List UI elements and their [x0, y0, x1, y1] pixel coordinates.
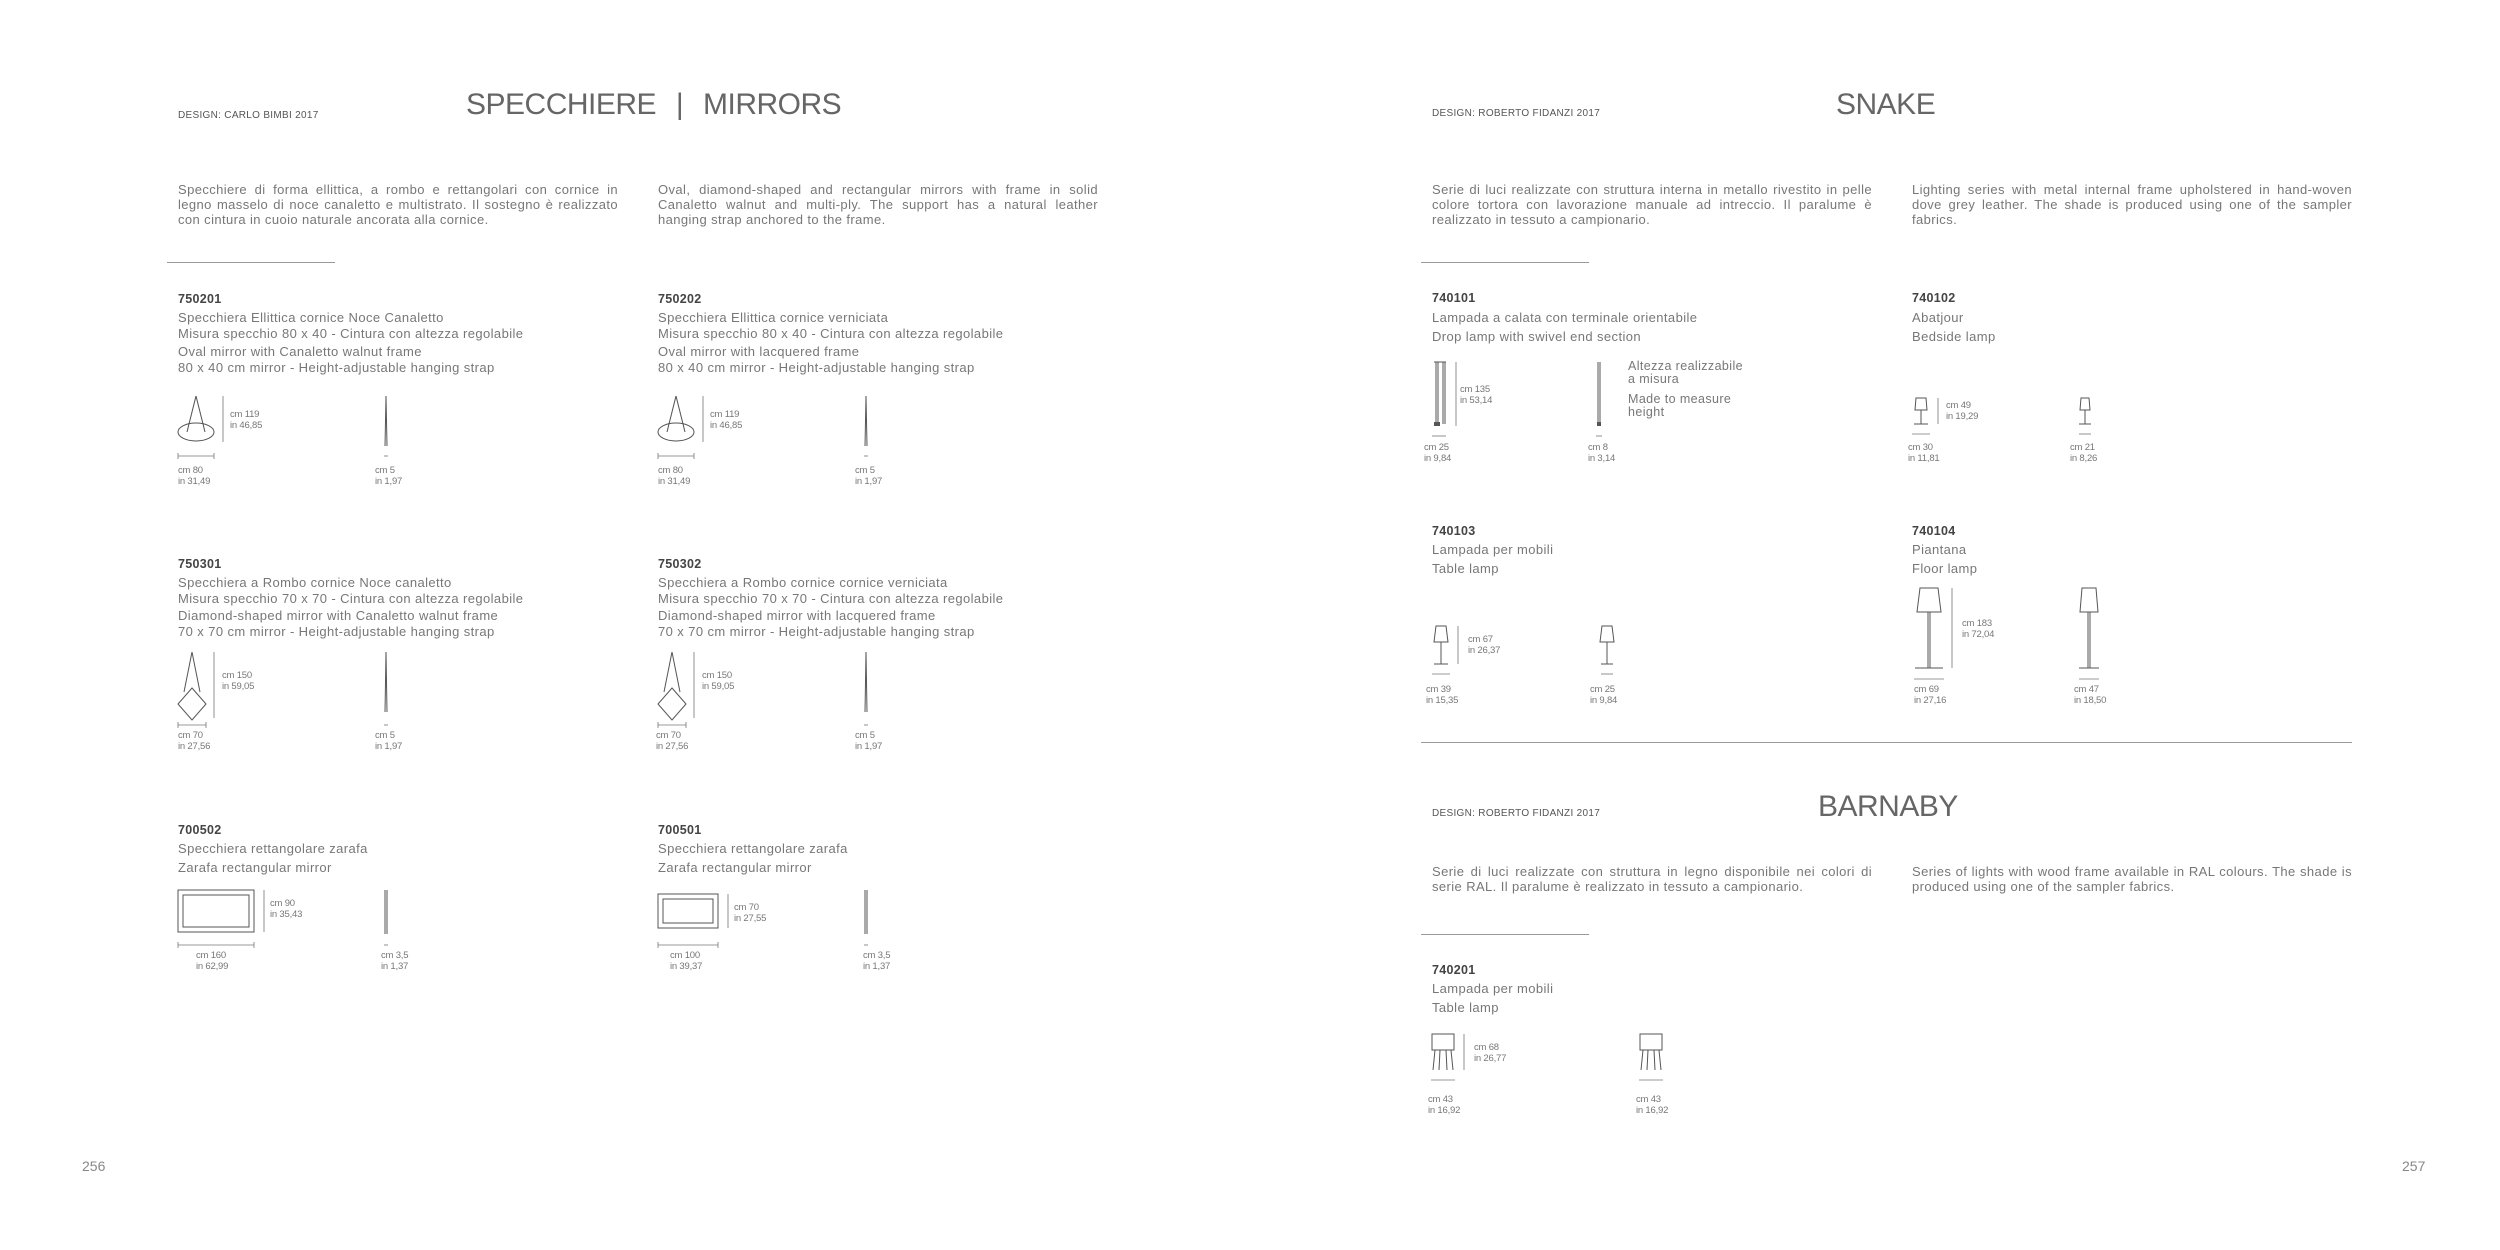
intro-italian: Serie di luci realizzate con struttura in legno disponibile nei colori di serie RAL. Il paralume è realizzato in tessuto a campionario. [1432, 864, 1872, 894]
width-dimension: cm 70 in 27,56 [656, 730, 689, 752]
product-desc-english: Zarafa rectangular mirror [658, 860, 812, 875]
height-dimension: cm 90 in 35,43 [270, 898, 303, 920]
height-dimension: cm 135 in 53,14 [1460, 384, 1493, 406]
depth-dimension: cm 43 in 16,92 [1636, 1094, 1669, 1116]
product-desc-english: Diamond-shaped mirror with Canaletto walnut frame 70 x 70 cm mirror - Height-adjustable hanging strap [178, 608, 499, 639]
section-divider [1421, 742, 2352, 743]
diamond-mirror-side-drawing [380, 650, 392, 732]
product-desc-italian: Specchiera a Rombo cornice cornice verniciata Misura specchio 70 x 70 - Cintura con altezza regolabile [658, 575, 1004, 606]
width-dimension: cm 25 in 9,84 [1424, 442, 1452, 464]
floor-lamp-side-drawing [2072, 586, 2108, 686]
designer-credit: DESIGN: CARLO BIMBI 2017 [178, 110, 319, 121]
product-desc-italian: Lampada per mobili [1432, 542, 1554, 557]
width-dimension: cm 100 in 39,37 [670, 950, 703, 972]
product-code: 750301 [178, 557, 222, 571]
product-desc-italian: Piantana [1912, 542, 1967, 557]
width-dimension: cm 70 in 27,56 [178, 730, 211, 752]
product-desc-italian: Specchiera rettangolare zarafa [178, 841, 368, 856]
depth-dimension: cm 3,5 in 1,37 [863, 950, 891, 972]
depth-dimension: cm 8 in 3,14 [1588, 442, 1616, 464]
product-desc-english: Zarafa rectangular mirror [178, 860, 332, 875]
product-desc-english: Table lamp [1432, 1000, 1499, 1015]
barnaby-lamp-side-drawing [1636, 1032, 1670, 1088]
product-desc-english: Table lamp [1432, 561, 1499, 576]
height-note-english: Made to measure height [1628, 392, 1732, 419]
height-dimension: cm 150 in 59,05 [222, 670, 255, 692]
intro-italian: Specchiere di forma ellittica, a rombo e rettangolari con cornice in legno masselo di noce canaletto e multistrato. Il sostegno è realizzato con cintura in cuoio naturale ancorata alla cornice. [178, 182, 618, 227]
page-number: 257 [2402, 1158, 2426, 1174]
product-desc-italian: Lampada a calata con terminale orientabile [1432, 310, 1698, 325]
product-desc-italian: Specchiera rettangolare zarafa [658, 841, 848, 856]
depth-dimension: cm 5 in 1,97 [375, 730, 403, 752]
diamond-mirror-side-drawing [860, 650, 872, 732]
product-desc-italian: Specchiera Ellittica cornice Noce Canaletto Misura specchio 80 x 40 - Cintura con altezza regolabile [178, 310, 524, 341]
product-code: 750302 [658, 557, 702, 571]
page-number: 256 [82, 1158, 106, 1174]
oval-mirror-front-drawing [176, 394, 232, 466]
section-title: BARNABY [1818, 790, 1958, 823]
section-divider [167, 262, 335, 263]
intro-english: Lighting series with metal internal frame upholstered in hand-woven dove grey leather. The shade is produced using one of the sampler fabrics. [1912, 182, 2352, 227]
product-code: 740104 [1912, 524, 1956, 538]
rectangular-mirror-side-drawing [860, 888, 872, 950]
product-code: 700502 [178, 823, 222, 837]
depth-dimension: cm 5 in 1,97 [855, 465, 883, 487]
product-desc-italian: Specchiera a Rombo cornice Noce canaletto Misura specchio 70 x 70 - Cintura con altezza regolabile [178, 575, 524, 606]
section-divider [1421, 262, 1589, 263]
product-code: 740103 [1432, 524, 1476, 538]
intro-english: Series of lights with wood frame available in RAL colours. The shade is produced using one of the sampler fabrics. [1912, 864, 2352, 894]
title-italian: SPECCHIERE [466, 88, 657, 121]
oval-mirror-front-drawing [656, 394, 712, 466]
width-dimension: cm 69 in 27,16 [1914, 684, 1947, 706]
rectangular-mirror-front-drawing [176, 888, 276, 950]
section-divider [1421, 934, 1589, 935]
depth-dimension: cm 3,5 in 1,37 [381, 950, 409, 972]
oval-mirror-side-drawing [860, 394, 872, 466]
width-dimension: cm 160 in 62,99 [196, 950, 229, 972]
height-dimension: cm 49 in 19,29 [1946, 400, 1979, 422]
height-dimension: cm 67 in 26,37 [1468, 634, 1501, 656]
title-separator: | [675, 88, 684, 121]
depth-dimension: cm 5 in 1,97 [855, 730, 883, 752]
drop-lamp-side-drawing [1592, 360, 1606, 442]
designer-credit: DESIGN: ROBERTO FIDANZI 2017 [1432, 108, 1601, 119]
barnaby-lamp-front-drawing [1428, 1032, 1478, 1088]
height-dimension: cm 119 in 46,85 [710, 409, 743, 431]
product-desc-english: Diamond-shaped mirror with lacquered frame 70 x 70 cm mirror - Height-adjustable hanging strap [658, 608, 975, 639]
product-code: 740102 [1912, 291, 1956, 305]
designer-credit: DESIGN: ROBERTO FIDANZI 2017 [1432, 808, 1601, 819]
bedside-lamp-front-drawing [1908, 396, 1948, 444]
width-dimension: cm 30 in 11,81 [1908, 442, 1940, 464]
title-english: MIRRORS [703, 88, 842, 121]
intro-italian: Serie di luci realizzate con struttura interna in metallo rivestito in pelle colore tortora con lavorazione manuale ad intreccio. Il paralume è realizzato in tessuto a campionario. [1432, 182, 1872, 227]
diamond-mirror-front-drawing [656, 650, 706, 732]
width-dimension: cm 39 in 15,35 [1426, 684, 1459, 706]
width-dimension: cm 80 in 31,49 [178, 465, 211, 487]
height-dimension: cm 68 in 26,77 [1474, 1042, 1507, 1064]
product-desc-english: Oval mirror with lacquered frame 80 x 40 cm mirror - Height-adjustable hanging strap [658, 344, 975, 375]
depth-dimension: cm 25 in 9,84 [1590, 684, 1618, 706]
product-desc-italian: Specchiera Ellittica cornice verniciata Misura specchio 80 x 40 - Cintura con altezza regolabile [658, 310, 1004, 341]
height-dimension: cm 183 in 72,04 [1962, 618, 1995, 640]
height-dimension: cm 150 in 59,05 [702, 670, 735, 692]
product-code: 750202 [658, 292, 702, 306]
diamond-mirror-front-drawing [176, 650, 226, 732]
rectangular-mirror-front-drawing [656, 892, 736, 950]
product-code: 740201 [1432, 963, 1476, 977]
section-title [466, 88, 841, 122]
height-note-italian: Altezza realizzabile a misura [1628, 359, 1743, 386]
width-dimension: cm 43 in 16,92 [1428, 1094, 1461, 1116]
product-desc-english: Bedside lamp [1912, 329, 1996, 344]
height-dimension: cm 70 in 27,55 [734, 902, 767, 924]
product-desc-italian: Lampada per mobili [1432, 981, 1554, 996]
oval-mirror-side-drawing [380, 394, 392, 466]
section-title: SNAKE [1836, 88, 1936, 121]
product-desc-english: Floor lamp [1912, 561, 1978, 576]
bedside-lamp-side-drawing [2072, 396, 2098, 444]
width-dimension: cm 80 in 31,49 [658, 465, 691, 487]
floor-lamp-front-drawing [1910, 586, 1960, 686]
table-lamp-side-drawing [1594, 624, 1620, 684]
depth-dimension: cm 21 in 8,26 [2070, 442, 2098, 464]
product-code: 700501 [658, 823, 702, 837]
rectangular-mirror-side-drawing [380, 888, 392, 950]
product-code: 750201 [178, 292, 222, 306]
depth-dimension: cm 47 in 18,50 [2074, 684, 2107, 706]
product-desc-english: Oval mirror with Canaletto walnut frame 80 x 40 cm mirror - Height-adjustable hanging strap [178, 344, 495, 375]
depth-dimension: cm 5 in 1,97 [375, 465, 403, 487]
table-lamp-front-drawing [1428, 624, 1468, 684]
intro-english: Oval, diamond-shaped and rectangular mirrors with frame in solid Canaletto walnut and multi-ply. The support has a natural leather hanging strap anchored to the frame. [658, 182, 1098, 227]
product-desc-english: Drop lamp with swivel end section [1432, 329, 1642, 344]
product-code: 740101 [1432, 291, 1476, 305]
product-desc-italian: Abatjour [1912, 310, 1964, 325]
height-dimension: cm 119 in 46,85 [230, 409, 263, 431]
